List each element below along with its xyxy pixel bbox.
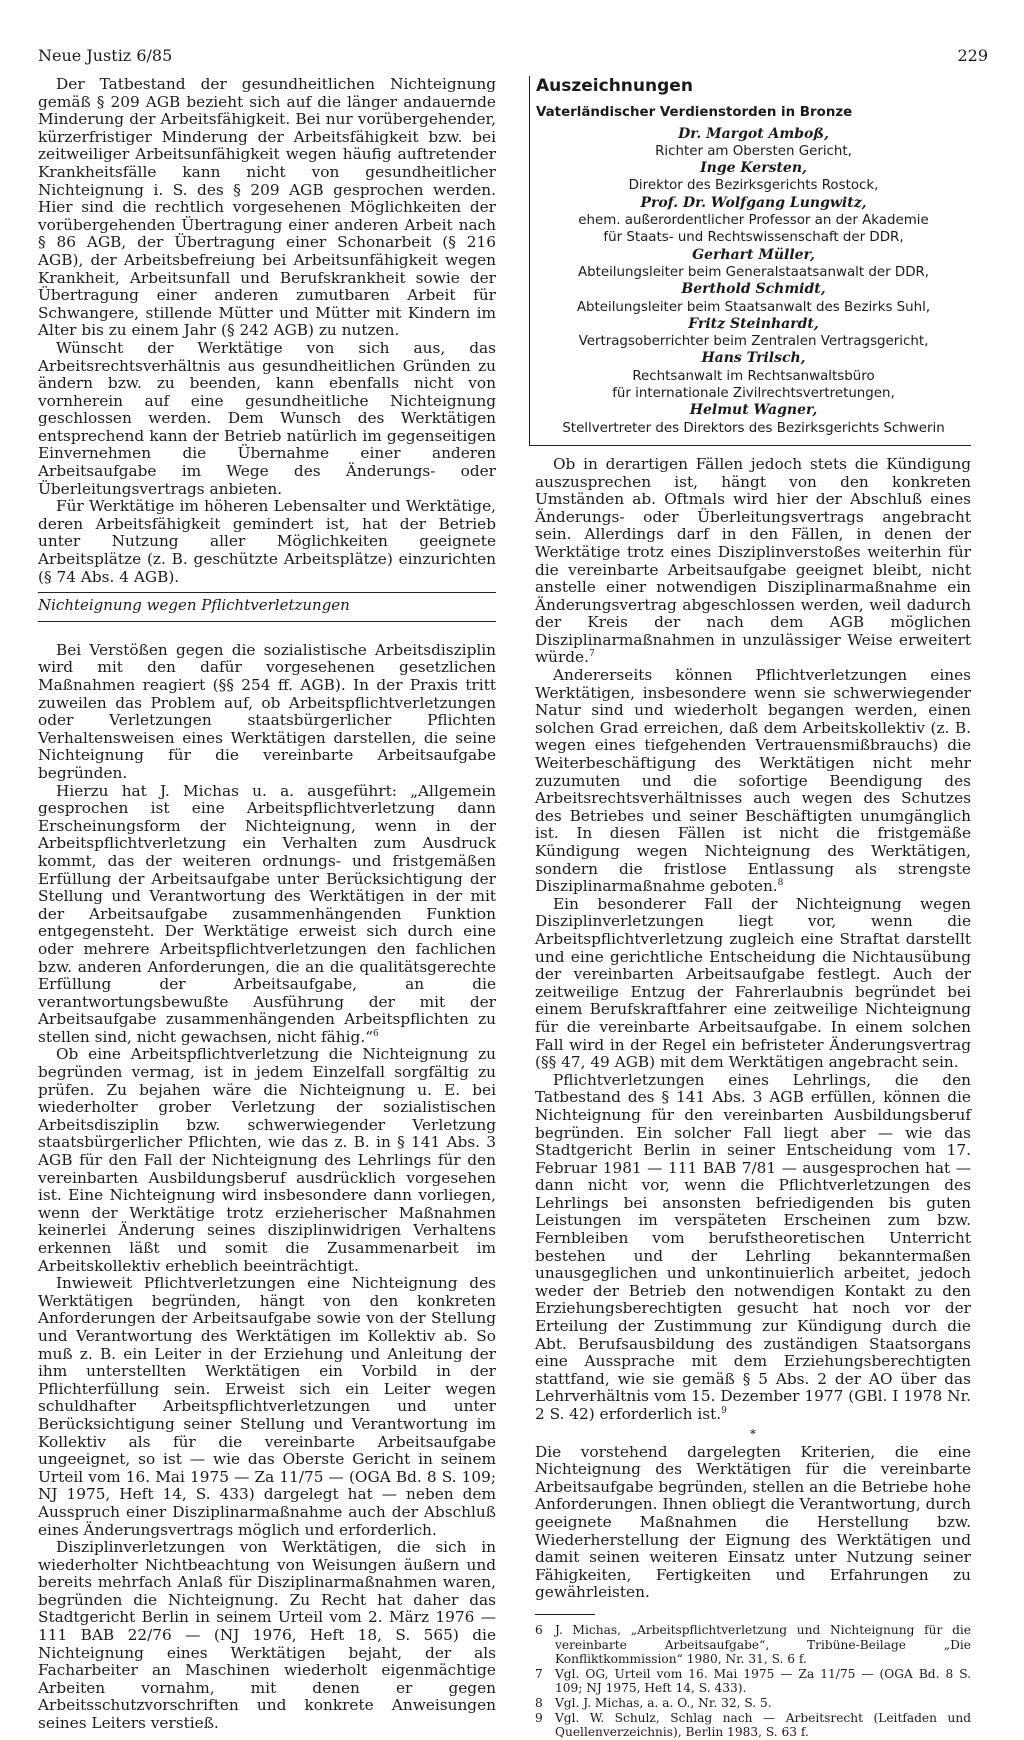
paragraph: Ein besonderer Fall der Nichteignung wegen Disziplinverletzungen liegt vor, wenn die Arbeitspflichtverletzung zugleich eine Straftat darstellt und eine gerichtliche Entscheidung die Nichtausübung der vereinbarten Arbeitsaufgabe festlegt. Auch der zeitweilige Entzug der Fahrerlaubnis begründet bei einem Berufskraftfahrer eine zeitweilige Nichteignung für die vereinbarte Arbeitsaufgabe. In einem solchen Fall wird in der Regel ein befristeter Änderungsvertrag (§§ 47, 49 AGB) mit dem Werktätigen angebracht sein. <box>535 894 971 1072</box>
awards-title: Auszeichnungen <box>536 76 693 96</box>
award-recipient-name: Helmut Wagner, <box>689 402 818 419</box>
footnote-text: J. Michas, „Arbeitspflichtverletzung und Nichteignung für die vereinbarte Arbeitsaufgabe“, Tribüne-Beilage „Die Konfliktkommission“ 1980, Nr. 31, S. 6 f. <box>555 1622 971 1667</box>
footnote <box>535 1696 971 1711</box>
award-recipient-name: Gerhart Müller, <box>692 246 815 263</box>
footnote-number: 9 <box>535 1710 543 1725</box>
right-column <box>535 76 971 1740</box>
footnote <box>535 1711 971 1740</box>
award-recipient-name: Inge Kersten, <box>700 160 807 177</box>
footnote-number: 7 <box>535 1666 543 1681</box>
award-recipient-role: Vertragsoberrichter beim Zentralen Vertragsgericht, <box>578 334 929 350</box>
award-recipient-name: Dr. Margot Amboß, <box>678 125 829 142</box>
paragraph: Inwieweit Pflichtverletzungen eine Nichteignung des Werktätigen begründen, hängt von den konkreten Anforderungen der Arbeitsaufgabe sowie von der Stellung und Verantwortung des Werktätigen im Kollektiv ab. So muß z. B. ein Leiter in der Erziehung und Anleitung der ihm unterstellten Werktätigen ein Vorbild in der Pflichterfüllung sein. Erweist sich ein Leiter wegen schuldhafter Arbeitspflichtverletzungen und unter Berücksichtigung seiner Stellung und Verantwortung im Kollektiv als für die vereinbarte Arbeitsaufgabe ungeeignet, so ist — wie das Oberste Gericht in seinem Urteil vom 16. Mai 1975 — Za 11/75 — (OGA Bd. 8 S. 109; NJ 1975, Heft 14, S. 433) dargelegt hat — neben dem Ausspruch einer Disziplinarmaßnahme auch der Abschluß eines Änderungsvertrags möglich und erforderlich. <box>38 1274 496 1539</box>
quote-text: Hierzu hat J. Michas u. a. ausgeführt: „Allgemein gesprochen ist eine Arbeitspflichtverletzung dann Erscheinungsform der Nichteignung, wenn in der Arbeitspflichtverletzung ein Verhalten zum Ausdruck kommt, das der weiteren ordnungs- und fristgemäßen Erfüllung der Arbeitsaufgabe unter Berücksichtigung der Stellung und Verantwortung des Werktätigen in der mit der Arbeitsaufgabe zusammenhängenden Funktion entgegensteht. Der Werktätige erweist sich durch eine oder mehrere Arbeitspflichtverletzungen den fachlichen bzw. anderen Anforderungen, die an die qualitätsgerechte Erfüllung der Arbeitsaufgabe, an die verantwortungsbewußte Ausführung der mit der Arbeitsaufgabe zusammenhängenden Arbeitspflichten zu stellen sind, nicht gewachsen, nicht fähig.“ <box>38 781 496 1046</box>
running-header-journal: Neue Justiz 6/85 <box>38 46 173 65</box>
footnote <box>535 1623 971 1667</box>
award-recipient-role: Direktor des Bezirksgerichts Rostock, <box>628 178 879 194</box>
footnote-ref: 6 <box>373 1028 379 1039</box>
award-recipient-role: für Staats- und Rechtswissenschaft der DDR, <box>603 230 904 246</box>
paragraph: Wünscht der Werktätige von sich aus, das Arbeitsrechtsverhältnis aus gesundheitlichen Gründen zu ändern bzw. zu beenden, kann ebenfalls nicht von vornherein auf eine gesundheitliche Nichteignung geschlossen werden. Dem Wunsch des Werktätigen entsprechend kann der Betrieb natürlich im gegenseitigen Einvernehmen die Übernahme einer anderen Arbeitsaufgabe im Wege des Änderungs- oder Überleitungsvertrags anbieten. <box>38 338 496 498</box>
footnote-ref: 9 <box>721 1405 727 1416</box>
footnote-text: Vgl. W. Schulz, Schlag nach — Arbeitsrecht (Leitfaden und Quellenverzeichnis), Berlin 1983, S. 63 f. <box>555 1710 971 1740</box>
footnote-ref: 7 <box>588 649 595 660</box>
award-recipient-role: Abteilungsleiter beim Generalstaatsanwalt der DDR, <box>577 264 930 280</box>
award-recipient-role: Abteilungsleiter beim Staatsanwalt des Bezirks Suhl, <box>576 299 931 315</box>
award-recipient-name: Hans Trilsch, <box>701 350 806 367</box>
award-recipient-name: Berthold Schmidt, <box>681 281 826 298</box>
paragraph <box>38 783 496 1047</box>
footnote-number: 8 <box>535 1695 543 1710</box>
paragraph <box>535 667 971 896</box>
section-heading: Nichteignung wegen Pflichtverletzungen <box>38 597 496 622</box>
award-recipient-name: Fritz Steinhardt, <box>688 315 819 332</box>
paragraph <box>535 456 971 667</box>
section-divider <box>38 592 496 593</box>
award-recipient-role: Rechtsanwalt im Rechtsanwaltsbüro <box>632 368 875 384</box>
footnote-ref: 8 <box>777 878 784 889</box>
paragraph: Disziplinverletzungen von Werktätigen, die sich in wiederholter Nichtbeachtung von Weisungen äußern und bereits mehrfach Anlaß für Disziplinarmaßnahmen waren, begründen die Nichteignung. Zu Recht hat daher das Stadtgericht Berlin in seinem Urteil vom 2. März 1976 — 111 BAB 22/76 — (NJ 1976, Heft 18, S. 565) die Nichteignung eines Werktätigen bejaht, der als Facharbeiter an Maschinen wiederholt eigenmächtige Arbeiten vornahm, mit denen er gegen Arbeitsschutzvorschriften und konkrete Anweisungen seines Leiters verstieß. <box>38 1538 496 1733</box>
footnote <box>535 1667 971 1696</box>
paragraph-text: Andererseits können Pflichtverletzungen eines Werktätigen, insbesondere wenn sie schwerwiegender Natur sind und wiederholt begangen werden, einen solchen Grad erreichen, daß dem Arbeitskollektiv (z. B. wegen eines tiefgehenden Vertrauensmißbrauchs) die Weiterbeschäftigung des Werktätigen nicht mehr zuzumuten und die sofortige Beendigung des Arbeitsrechtsverhältnisses auch wegen des Schutzes des Betriebes und seiner Beschäftigten unumgänglich ist. In diesen Fällen ist nicht die fristgemäße Kündigung wegen Nichteignung des Werktätigen, sondern die fristlose Entlassung als strengste Disziplinarmaßnahme geboten. <box>535 666 971 896</box>
footnote-text: Vgl. J. Michas, a. a. O., Nr. 32, S. 5. <box>555 1695 772 1710</box>
award-recipient-role: ehem. außerordentlicher Professor an der Akademie <box>578 213 929 229</box>
award-recipient-name: Prof. Dr. Wolfgang Lungwitz, <box>640 194 867 211</box>
paragraph: Der Tatbestand der gesundheitlichen Nichteignung gemäß § 209 AGB bezieht sich auf die länger andauernde Minderung der Arbeitsfähigkeit. Bei nur vorübergehender, kürzerfristiger Minderung der Arbeitsfähigkeit bzw. bei zeitweiliger Arbeitsunfähigkeit wegen häufig auftretender Krankheitsfälle kann nicht von gesundheitlicher Nichteignung i. S. des § 209 AGB gesprochen werden. Hier sind die rechtlich vorgesehenen Möglichkeiten der vorübergehenden Übertragung einer anderen Arbeit nach § 86 AGB, der Übertragung einer Schonarbeit (§ 216 AGB), der Arbeitsbefreiung bei Arbeitsunfähigkeit wegen Krankheit, Arbeitsunfall und Berufskrankheit sowie der Übertragung einer anderen zumutbaren Arbeit für Schwangere, stillende Mütter und Mütter mit Kindern im Alter bis zu einem Jahr (§ 242 AGB) zu nutzen. <box>38 75 496 340</box>
award-recipient-role: Stellvertreter des Direktors des Bezirksgerichts Schwerin <box>562 420 945 436</box>
paragraph: Ob eine Arbeitspflichtverletzung die Nichteignung zu begründen vermag, ist in jedem Einzelfall sorgfältig zu prüfen. Zu bejahen wäre die Nichteignung u. E. bei wiederholter grober Verletzung der sozialistischen Arbeitsdisziplin bzw. schwerwiegender Verletzung staatsbürgerlicher Pflichten, wie das z. B. in § 141 Abs. 3 AGB für den Fall der Nichteignung des Lehrlings für den vereinbarten Ausbildungsberuf ausdrücklich vorgesehen ist. Eine Nichteignung wird insbesondere dann vorliegen, wenn der Werktätige trotz erzieherischer Maßnahmen keinerlei Änderung seines disziplinwidrigen Verhaltens erkennen läßt und somit die Zusammenarbeit im Arbeitskollektiv erheblich beeinträchtigt. <box>38 1045 496 1275</box>
awards-box <box>529 76 971 446</box>
paragraph: Bei Verstößen gegen die sozialistische Arbeitsdisziplin wird mit den dafür vorgesehenen gesetzlichen Maßnahmen reagiert (§§ 254 ff. AGB). In der Praxis tritt zuweilen das Problem auf, ob Arbeitspflichtverletzungen oder Verletzungen staatsbürgerlicher Pflichten Verhaltensweisen eines Werktätigen darstellen, die seine Nichteignung für die vereinbarte Arbeitsaufgabe begründen. <box>38 640 496 782</box>
awards-subtitle: Vaterländischer Verdienstorden in Bronze <box>536 105 853 120</box>
footnote-text: Vgl. OG, Urteil vom 16. Mai 1975 — Za 11/75 — (OGA Bd. 8 S. 109; NJ 1975, Heft 14, S. 433). <box>555 1666 971 1696</box>
award-recipient-role: Richter am Obersten Gericht, <box>655 143 852 159</box>
paragraph-text: Pflichtverletzungen eines Lehrlings, die den Tatbestand des § 141 Abs. 3 AGB erfüllen, können die Nichteignung für den vereinbarten Ausbildungsberuf begründen. Ein solcher Fall liegt aber — wie das Stadtgericht Berlin in seiner Entscheidung vom 17. Februar 1981 — 111 BAB 7/81 — ausgesprochen hat — dann nicht vor, wenn die Pflichtverletzungen des Lehrlings bei ansonsten befriedigenden bis guten Leistungen im verspäteten Erscheinen zum bzw. Fernbleiben vom berufstheoretischen Unterricht bestehen und der Lehrling bekanntermaßen unausgeglichen und unkontinuierlich arbeitet, jedoch weder der Betrieb den notwendigen Kontakt zu den Erziehungsberechtigten gesucht hat noch vor der Erteilung der Zustimmung zur Kündigung durch die Abt. Berufsausbildung des zuständigen Staatsorgans eine Aussprache mit dem Erziehungsberechtigten stattfand, wie sie gemäß § 5 Abs. 2 der AO über das Lehrverhältnis vom 15. Dezember 1977 (GBl. I 1978 Nr. 2 S. 42) erforderlich ist. <box>535 1070 971 1423</box>
footnote-number: 6 <box>535 1622 543 1637</box>
footnote-divider <box>535 1614 595 1615</box>
paragraph <box>535 1072 971 1424</box>
paragraph-text: Ob in derartigen Fällen jedoch stets die Kündigung auszusprechen ist, hängt von den konkreten Umständen ab. Oftmals wird hier der Abschluß eines Änderungs- oder Überleitungsvertrags angebracht sein. Allerdings darf in den Fällen, in denen der Werktätige trotz eines Disziplinverstoßes weiterhin für die vereinbarte Arbeitsaufgabe geeignet bleibt, nicht anstelle einer notwendigen Disziplinarmaßnahme ein Änderungsvertrag abgeschlossen werden, weil dadurch der Kreis der nach dem AGB möglichen Disziplinarmaßnahmen in unzulässiger Weise erweitert würde. <box>535 454 971 667</box>
paragraph: Für Werktätige im höheren Lebensalter und Werktätige, deren Arbeitsfähigkeit gemindert ist, hat der Betrieb unter Nutzung aller Möglichkeiten geeignete Arbeitsplätze (z. B. geschützte Arbeitsplätze) einzurichten (§ 74 Abs. 4 AGB). <box>38 497 496 586</box>
left-column <box>38 76 496 1733</box>
paragraph: Die vorstehend dargelegten Kriterien, die eine Nichteignung des Werktätigen für die vereinbarte Arbeitsaufgabe begründen, stellen an die Betriebe hohe Anforderungen. Ihnen obliegt die Verantwortung, durch geeignete Maßnahmen die Herstellung bzw. Wiederherstellung der Eignung des Werktätigen und damit seinen weiteren Einsatz unter Nutzung seiner Fähigkeiten, Fertigkeiten und Erfahrungen zu gewährleisten. <box>535 1442 971 1602</box>
page-number: 229 <box>957 46 988 65</box>
award-recipient-role: für internationale Zivilrechtsvertretungen, <box>612 386 895 402</box>
section-separator-asterisk: * <box>750 1426 756 1441</box>
